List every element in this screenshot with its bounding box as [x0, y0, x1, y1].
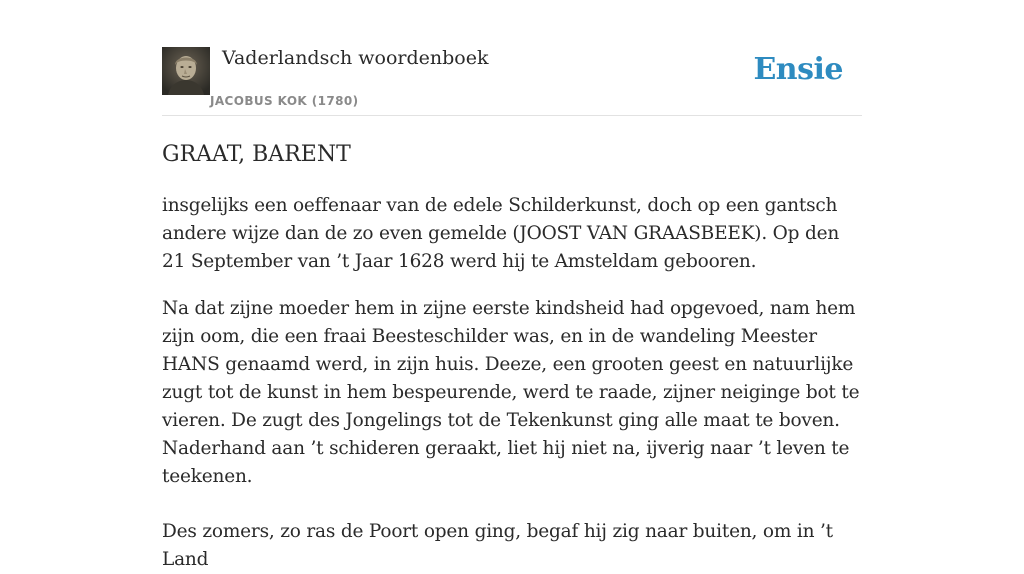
entry-paragraph: Des zomers, zo ras de Poort open ging, begaf hij zig naar buiten, om in ’t Land: [162, 521, 833, 570]
author-portrait-icon[interactable]: [162, 47, 210, 95]
entry-title: GRAAT, BARENT: [162, 142, 351, 167]
entry-paragraph: insgelijks een oeffenaar van de edele Schilderkunst, doch op een gantsch andere wijze dan de zo even gemelde (JOOST VAN GRAASBEEK). Op den 21 September van ’t Jaar 1628 werd hij te Amsteldam gebooren.: [162, 195, 840, 272]
brand-logo[interactable]: Ensie: [753, 52, 843, 87]
book-header: [162, 46, 862, 116]
entry-content: [162, 140, 862, 574]
entry-paragraph: Na dat zijne moeder hem in zijne eerste kindsheid had opgevoed, nam hem zijn oom, die een fraai Beesteschilder was, en in de wandeling Meester HANS genaamd werd, in zijn huis. Deeze, een grooten geest en natuurlijke zugt tot de kunst in hem bespeurende, werd te raade, zijner neiginge bot te vieren. De zugt des Jongelings tot de Tekenkunst ging alle maat te boven. Naderhand aan ’t schideren geraakt, liet hij niet na, ijverig naar ’t leven te teekenen.: [162, 298, 860, 487]
author-name[interactable]: JACOBUS KOK (1780): [210, 94, 359, 108]
book-title[interactable]: Vaderlandsch woordenboek: [222, 47, 489, 69]
